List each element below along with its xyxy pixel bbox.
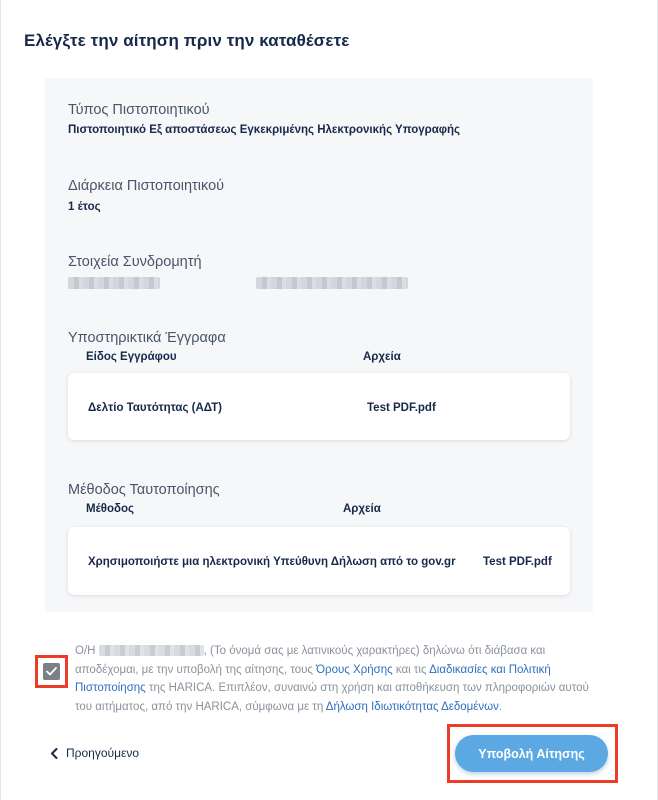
back-button[interactable] [50,746,139,760]
supporting-documents-heading: Υποστηρικτικά Έγγραφα [68,330,226,346]
consent-part2: και τις [392,663,430,676]
page-title: Ελέγξτε την αίτηση πριν την καταθέσετε [24,31,350,50]
subscriber-name-redacted [68,277,160,289]
terms-of-use-link[interactable]: Όρους Χρήσης [316,663,393,676]
certificate-type-heading: Τύπος Πιστοποιητικού [68,102,210,118]
submit-application-button[interactable]: Υποβολή Αίτησης [455,735,608,772]
consent-text [75,642,595,716]
certificate-duration-value: 1 έτος [68,201,101,213]
subscriber-heading: Στοιχεία Συνδρομητή [68,254,202,270]
certification-policy-link[interactable]: Διαδικασίες και Πολιτική Πιστοποίησης [75,663,551,694]
back-button-label: Προηγούμενο [66,746,140,760]
check-icon [46,667,57,676]
consent-name-redacted [99,645,204,656]
chevron-left-icon [50,748,58,759]
certificate-duration-heading: Διάρκεια Πιστοποιητικού [68,178,225,194]
documents-col-type: Είδος Εγγράφου [86,351,177,363]
consent-part3: της HARICA. Επιπλέον, συναινώ στη χρήση και αποθήκευση των πληροφοριών αυτού του αιτήματος, από την HARICA, σύμφωνα με τη [75,682,589,713]
privacy-statement-link[interactable]: Δήλωση Ιδιωτικότητας Δεδομένων [325,700,499,713]
document-type-cell: Δελτίο Ταυτότητας (ΑΔΤ) [88,402,222,414]
method-cell: Χρησιμοποιήστε μια ηλεκτρονική Υπεύθυνη Δήλωση από το gov.gr [88,556,456,568]
consent-prefix: Ο/Η [75,645,96,657]
method-col-method: Μέθοδος [86,503,134,515]
document-file-cell: Test PDF.pdf [367,402,436,414]
documents-card [68,373,570,440]
consent-checkbox[interactable] [43,663,60,680]
method-col-files: Αρχεία [343,503,381,515]
identification-method-heading: Μέθοδος Ταυτοποίησης [68,482,220,498]
consent-part1: , (Το όνομά σας με λατινικούς χαρακτήρες) δηλώνω ότι διάβασα και αποδέχομαι, με την υποβολή της αίτησης, τους [75,645,546,676]
method-card [68,527,570,595]
certificate-type-value: Πιστοποιητικό Εξ αποστάσεως Εγκεκριμένης Ηλεκτρονικής Υπογραφής [68,124,461,136]
method-file-cell: Test PDF.pdf [483,556,552,568]
documents-col-files: Αρχεία [363,351,401,363]
subscriber-email-redacted [256,277,408,289]
consent-part4: . [498,700,503,713]
